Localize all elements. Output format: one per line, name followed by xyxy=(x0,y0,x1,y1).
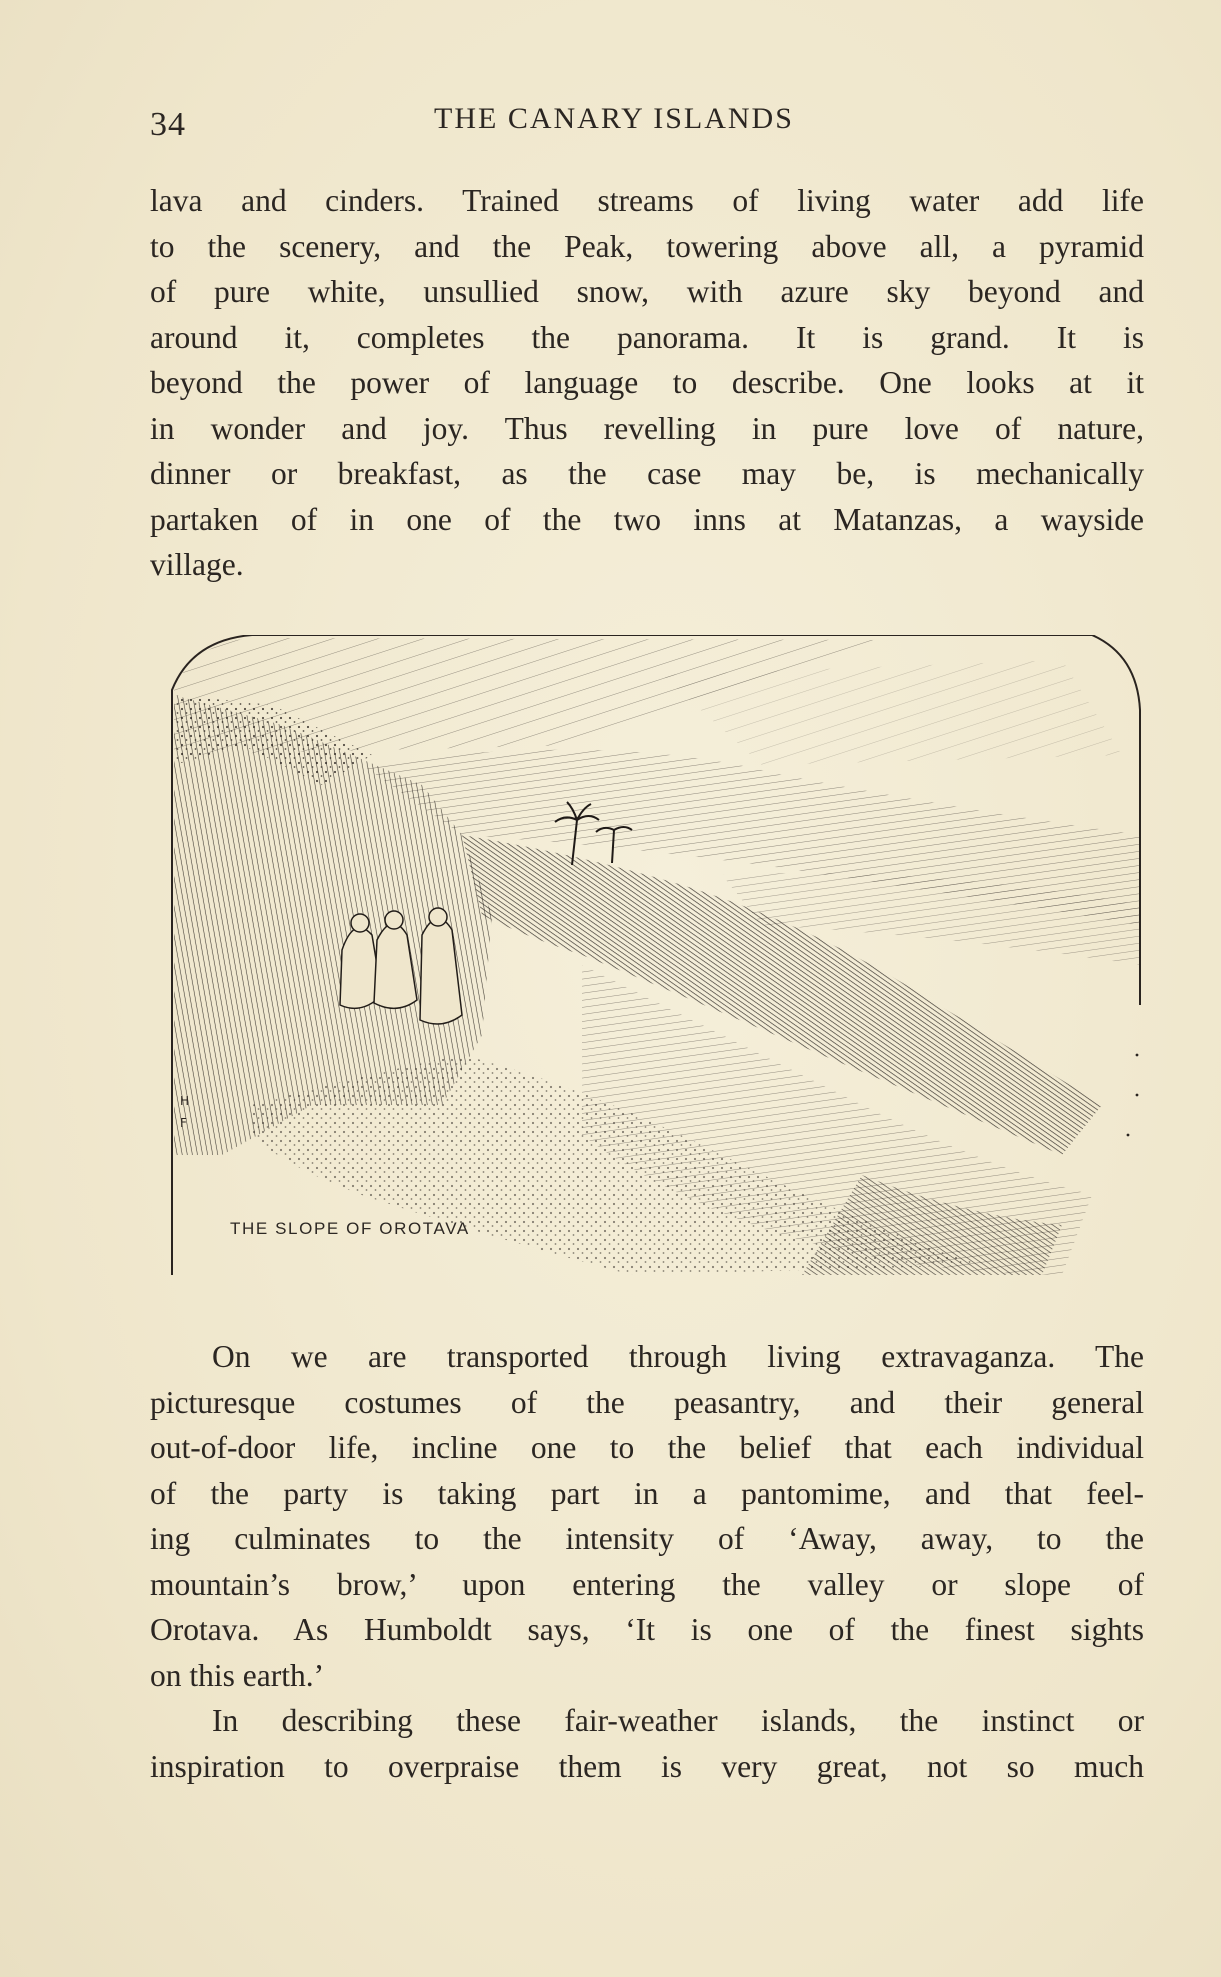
text-line: ing culminates to the intensity of ‘Away, away, to the xyxy=(150,1521,1144,1556)
text-line: in wonder and joy. Thus revelling in pure love of nature, xyxy=(150,410,1144,446)
text-line: around it, completes the panorama. It is grand. It is xyxy=(150,319,1144,355)
figure-caption: THE SLOPE OF OROTAVA xyxy=(230,1219,470,1238)
landscape-engraving xyxy=(162,635,1142,1295)
text-line: picturesque costumes of the peasantry, and their general xyxy=(150,1384,1144,1420)
text-line: inspiration to overpraise them is very great, not so much xyxy=(150,1748,1144,1784)
text-line: On we are transported through living extravaganza. The xyxy=(212,1339,1144,1374)
page-header xyxy=(150,98,1150,142)
text-line: out-of-door life, incline one to the belief that each individual xyxy=(150,1430,1144,1465)
page-number: 34 xyxy=(150,106,186,143)
text-line: partaken of in one of the two inns at Matanzas, a wayside xyxy=(150,501,1144,537)
text-line: beyond the power of language to describe. One looks at it xyxy=(150,365,1144,400)
text-line: to the scenery, and the Peak, towering above all, a pyramid xyxy=(150,228,1144,264)
text-line: Orotava. As Humboldt says, ‘It is one of the finest sights xyxy=(150,1612,1144,1647)
text-line: on this earth.’ xyxy=(150,1657,325,1693)
text-line: of the party is taking part in a pantomime, and that feel- xyxy=(150,1475,1144,1511)
text-line: mountain’s brow,’ upon entering the valley or slope of xyxy=(150,1566,1144,1602)
engraving-figure xyxy=(162,635,1142,1295)
figure-group xyxy=(340,908,462,1024)
text-line: of pure white, unsullied snow, with azure sky beyond and xyxy=(150,274,1144,309)
text-line: In describing these fair-weather islands, the instinct or xyxy=(212,1703,1144,1738)
paragraph-continued xyxy=(150,178,1144,588)
text-line: lava and cinders. Trained streams of living water add life xyxy=(150,183,1144,218)
text-line: village. xyxy=(150,547,244,582)
svg-text:F: F xyxy=(180,1116,187,1130)
svg-text:H: H xyxy=(180,1094,190,1108)
text-line: dinner or breakfast, as the case may be, is mechanically xyxy=(150,456,1144,491)
paragraph-main xyxy=(150,1334,1144,1789)
running-title: THE CANARY ISLANDS xyxy=(434,102,794,135)
